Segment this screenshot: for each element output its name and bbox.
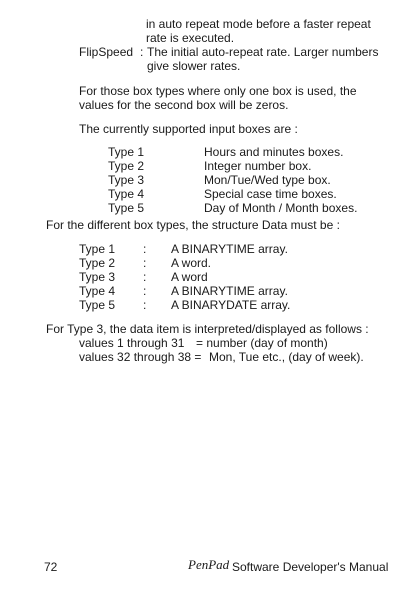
box-type-label: Type 1 bbox=[108, 145, 145, 159]
flipspeed-desc-line-2: give slower rates. bbox=[147, 59, 241, 73]
para-structure: For the different box types, the structure Data must be : bbox=[46, 218, 340, 232]
supported-boxes-list bbox=[108, 145, 368, 215]
type3-desc-1: = number (day of month) bbox=[196, 336, 328, 350]
structure-type-desc: A BINARYDATE array. bbox=[171, 298, 291, 312]
list-item bbox=[79, 256, 339, 270]
structure-type-desc: A word. bbox=[171, 256, 212, 270]
box-type-desc: Hours and minutes boxes. bbox=[204, 145, 344, 159]
list-item bbox=[79, 270, 339, 284]
intro-line-2: rate is executed. bbox=[146, 31, 235, 45]
structure-type-label: Type 4 bbox=[79, 284, 116, 298]
box-type-desc: Day of Month / Month boxes. bbox=[204, 201, 358, 215]
list-item bbox=[79, 284, 339, 298]
box-type-desc: Mon/Tue/Wed type box. bbox=[204, 173, 331, 187]
structure-type-label: Type 5 bbox=[79, 298, 116, 312]
box-type-desc: Special case time boxes. bbox=[204, 187, 337, 201]
flipspeed-colon: : bbox=[140, 45, 144, 59]
structure-type-desc: A BINARYTIME array. bbox=[171, 284, 288, 298]
structure-sep: : bbox=[143, 298, 147, 312]
manual-title: Software Developer's Manual bbox=[232, 560, 389, 574]
structure-types-list bbox=[79, 242, 339, 312]
structure-type-desc: A BINARYTIME array. bbox=[171, 242, 288, 256]
para-single-line-2: values for the second box will be zeros. bbox=[79, 98, 289, 112]
type3-range-1: values 1 through 31 bbox=[79, 336, 185, 350]
list-item bbox=[108, 187, 368, 201]
structure-type-desc: A word bbox=[171, 270, 208, 284]
structure-sep: : bbox=[143, 284, 147, 298]
box-type-label: Type 5 bbox=[108, 201, 145, 215]
para-single-line-1: For those box types where only one box is used, the bbox=[79, 84, 357, 98]
structure-sep: : bbox=[143, 256, 147, 270]
list-item bbox=[108, 145, 368, 159]
structure-sep: : bbox=[143, 270, 147, 284]
type3-desc-2: Mon, Tue etc., (day of week). bbox=[209, 350, 364, 364]
list-item bbox=[79, 298, 339, 312]
flipspeed-term: FlipSpeed bbox=[79, 45, 134, 59]
intro-line-1: in auto repeat mode before a faster repeat bbox=[146, 17, 371, 31]
page-number: 72 bbox=[44, 560, 58, 574]
structure-type-label: Type 2 bbox=[79, 256, 116, 270]
box-type-label: Type 2 bbox=[108, 159, 145, 173]
list-item bbox=[108, 201, 368, 215]
structure-type-label: Type 1 bbox=[79, 242, 116, 256]
list-item bbox=[108, 173, 368, 187]
para-supported: The currently supported input boxes are : bbox=[79, 122, 298, 136]
list-item bbox=[108, 159, 368, 173]
structure-sep: : bbox=[143, 242, 147, 256]
para-type3: For Type 3, the data item is interpreted/displayed as follows : bbox=[46, 322, 369, 336]
structure-type-label: Type 3 bbox=[79, 270, 116, 284]
box-type-label: Type 4 bbox=[108, 187, 145, 201]
type3-range-2: values 32 through 38 = bbox=[79, 350, 202, 364]
penpad-logo: PenPad bbox=[188, 557, 230, 572]
box-type-label: Type 3 bbox=[108, 173, 145, 187]
list-item bbox=[79, 242, 339, 256]
flipspeed-desc-line-1: The initial auto-repeat rate. Larger numbers bbox=[147, 45, 379, 59]
box-type-desc: Integer number box. bbox=[204, 159, 312, 173]
